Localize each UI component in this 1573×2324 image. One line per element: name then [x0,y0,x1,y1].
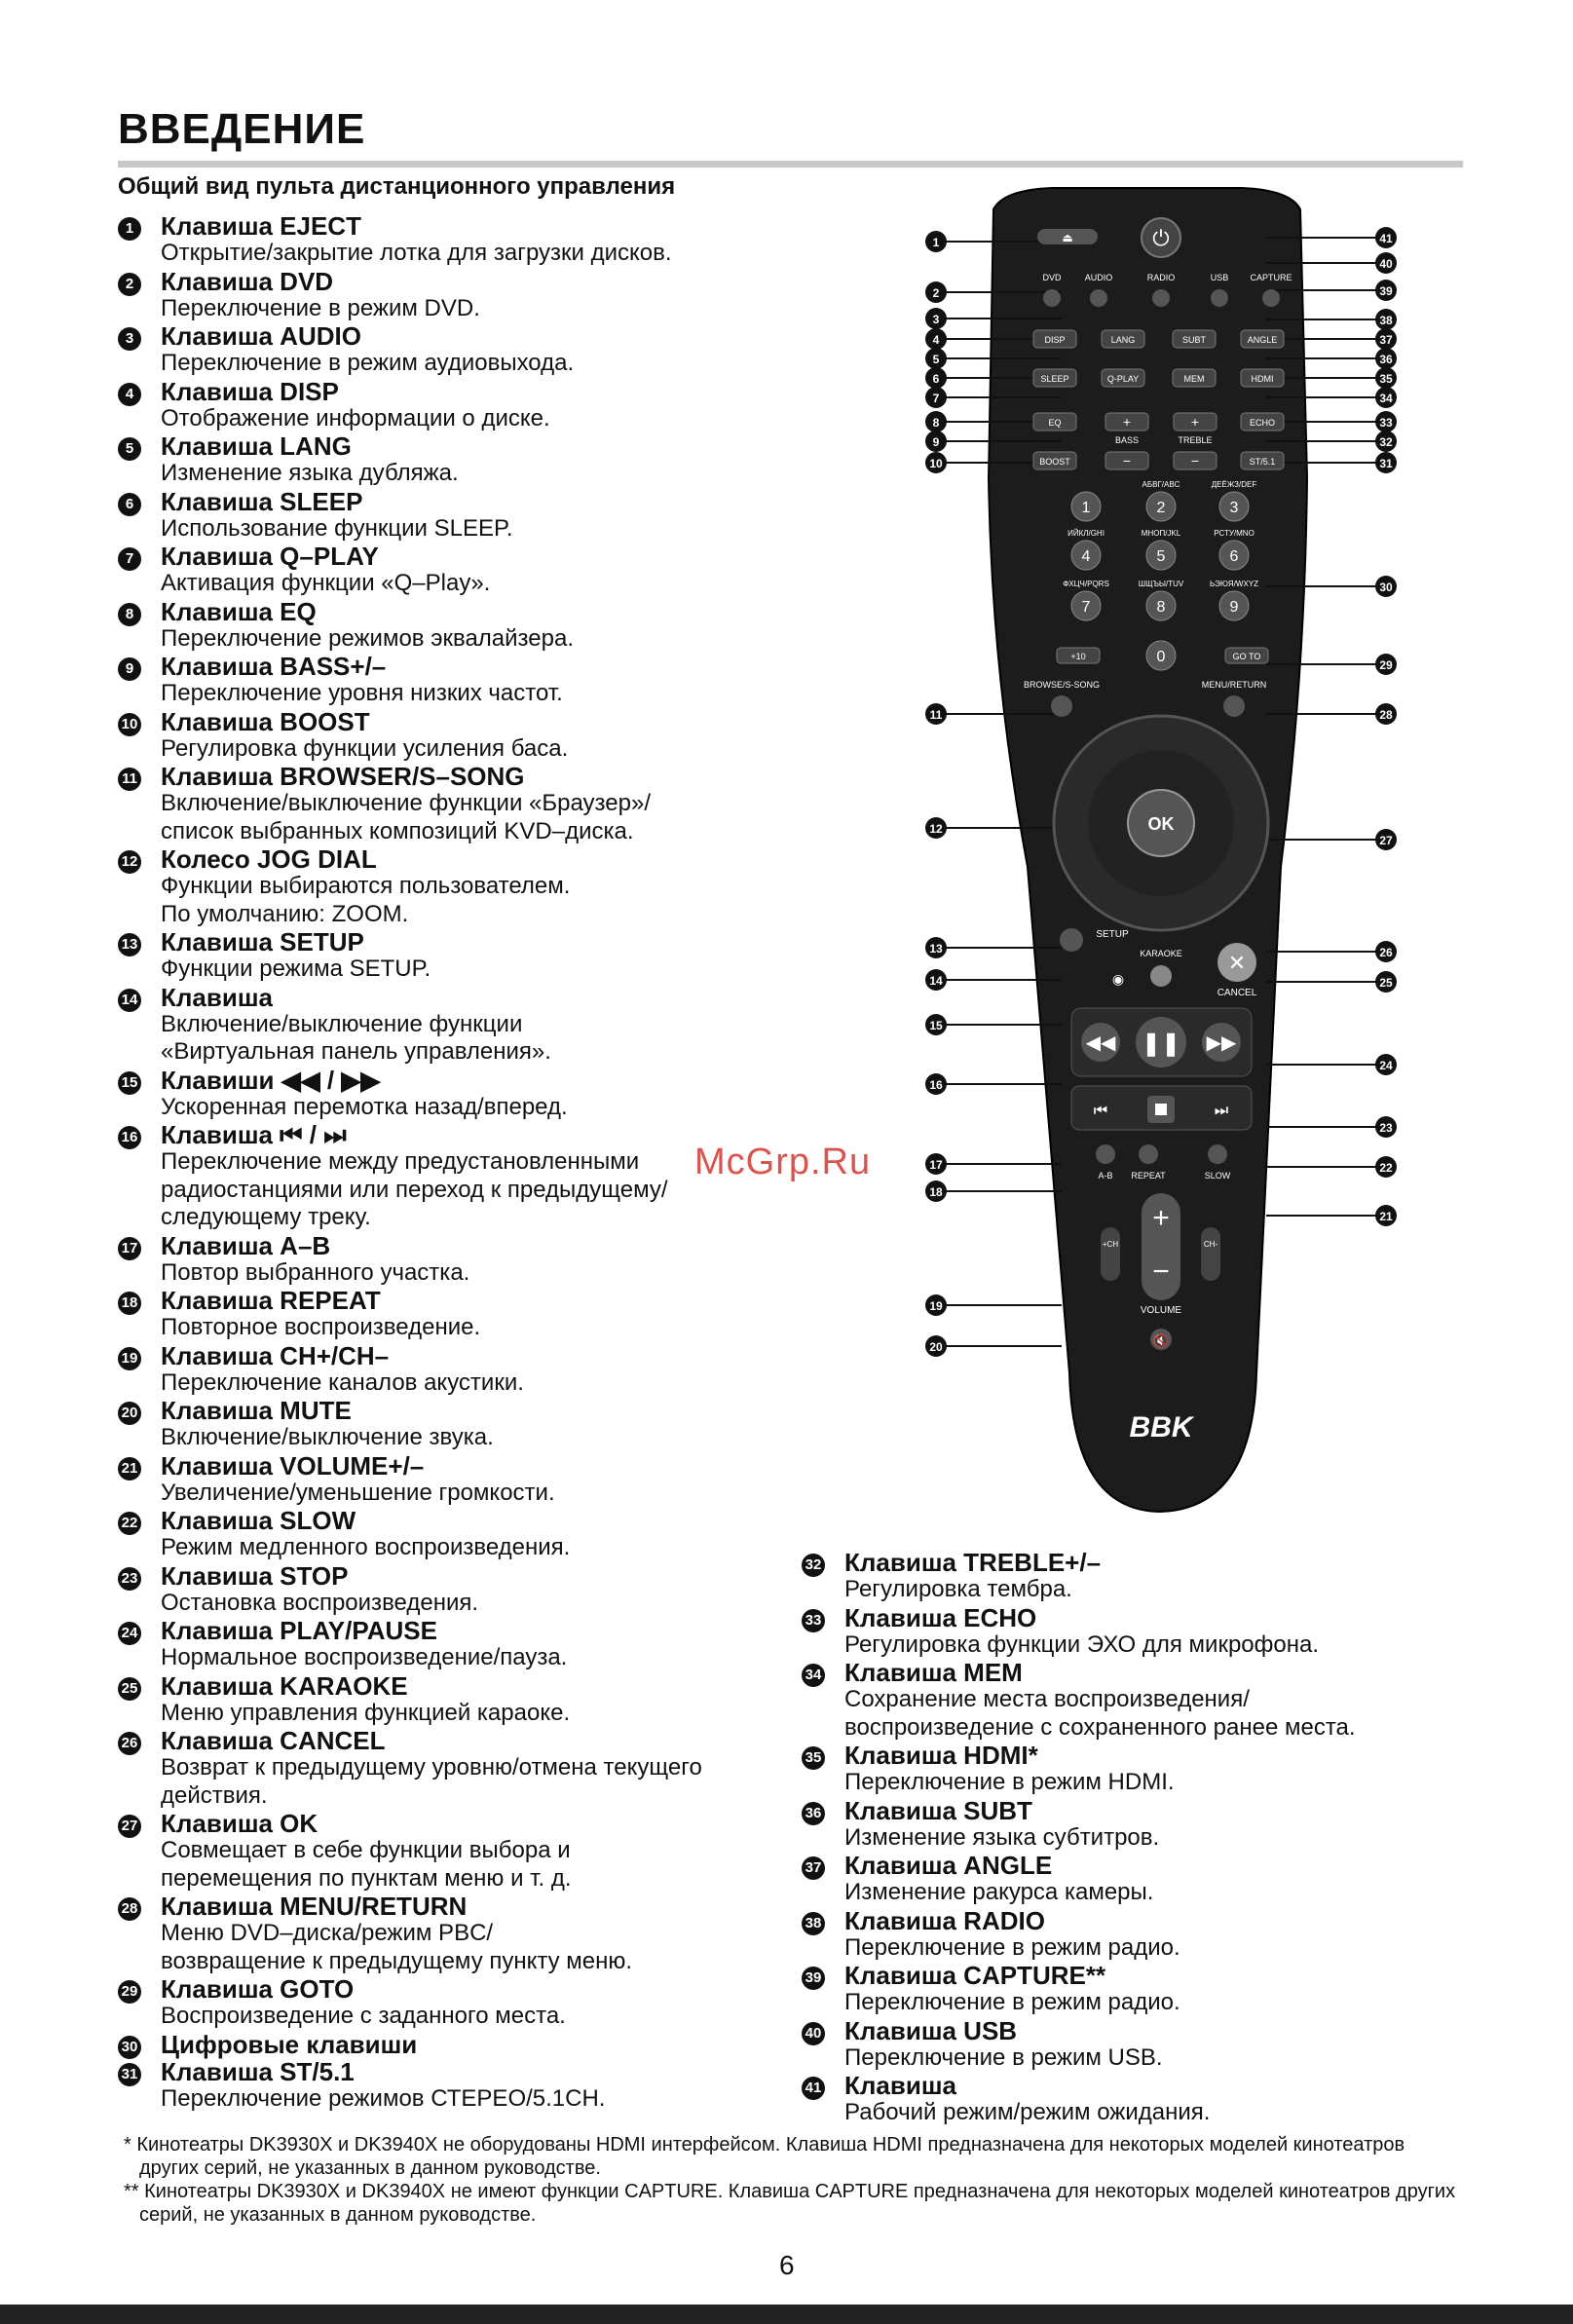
item-name: Клавиша DISP [161,376,339,406]
item-name: Клавиша REPEAT [161,1286,381,1315]
svg-text:CH-: CH- [1203,1240,1218,1249]
callout-number: 2 [932,286,940,300]
legend-item [118,432,800,488]
item-number-badge: 6 [118,493,141,516]
svg-text:−: − [1152,1256,1170,1288]
ab-button [1096,1144,1115,1164]
svg-text:KARAOKE: KARAOKE [1140,949,1182,958]
callout-number: 5 [932,353,940,366]
callout-number: 25 [1379,976,1393,990]
callout-number: 21 [1379,1210,1393,1223]
legend-item [118,763,800,845]
legend-item [802,2017,1474,2073]
item-number-badge: 38 [802,1912,825,1935]
legend-item [118,1507,800,1562]
callout-number: 29 [1379,658,1393,672]
callout-number: 8 [932,416,940,430]
item-name: Клавиша MEM [844,1658,1023,1687]
item-name: Клавиша ⏮ / ⏭ [161,1120,347,1149]
svg-text:VOLUME: VOLUME [1140,1305,1182,1316]
callout-number: 7 [932,392,940,405]
item-name: Клавиша AUDIO [161,321,361,351]
item-name: Клавиша RADIO [844,1905,1045,1935]
svg-text:REPEAT: REPEAT [1131,1171,1166,1181]
footnote-hdmi: * Кинотеатры DK3930X и DK3940X не оборудованы HDMI интерфейсом. Клавиша HDMI предназначена для некоторых моделей кинотеатров других серий, не указанных в данном руководстве. [124,2134,1405,2179]
callout-number: 17 [929,1158,943,1172]
slow-button [1208,1144,1227,1164]
callout-number: 1 [932,236,940,249]
item-number-badge: 8 [118,603,141,626]
item-description: Переключение между предустановленными радиостанциями или переход к предыдущему/ следующему треку. [161,1148,668,1230]
item-description: Переключение каналов акустики. [161,1368,524,1396]
digit-label: 5 [1156,548,1166,565]
item-name: Клавиша GOTO [161,1974,355,2004]
item-number-badge: 41 [802,2077,825,2100]
remote-illustration [906,185,1432,1529]
item-name: Клавиша EQ [161,596,317,626]
item-name: Клавиша OK [161,1809,318,1838]
function-label: MEM [1183,374,1205,384]
item-description: Изменение языка дубляжа. [161,460,459,486]
item-name: Клавиша BOOST [161,706,370,736]
item-name: Клавиша USB [844,2015,1018,2045]
callout-number: 30 [1379,581,1393,594]
item-name: Клавиша SLEEP [161,486,363,516]
callout-number: 38 [1379,314,1393,327]
callout-number: 39 [1379,284,1393,298]
item-name: Цифровые клавиши [161,2029,418,2059]
legend-item [118,1810,800,1893]
menu-return-button [1223,695,1245,717]
callout-number: 9 [932,435,940,449]
digit-letters: ФХЦЧ/PQRS [1063,580,1109,588]
item-number-badge: 2 [118,273,141,296]
digit-label: 9 [1229,599,1239,616]
plus10-label: +10 [1070,652,1086,661]
legend-item [118,1975,800,2031]
legend-item [118,598,800,654]
repeat-button [1139,1144,1158,1164]
item-description: Увеличение/уменьшение громкости. [161,1479,555,1506]
callout-number: 13 [929,942,943,956]
function-label: HDMI [1251,374,1274,384]
digit-label: 8 [1156,599,1166,616]
legend-item [118,1067,800,1122]
item-number-badge: 35 [802,1746,825,1770]
st51-label: ST/5.1 [1249,457,1276,467]
legend-item [802,1742,1474,1797]
item-description: Переключение в режим USB. [844,2043,1163,2071]
footnote-capture: ** Кинотеатры DK3930X и DK3940X не имеют функции CAPTURE. Клавиша CAPTURE предназначена для некоторых моделей кинотеатров других серий, не указанных в данном руководстве. [124,2181,1456,2226]
callout-number: 11 [929,708,943,722]
page-title: ВВЕДЕНИЕ [118,105,366,153]
legend-item [118,543,800,598]
svg-text:SETUP: SETUP [1096,929,1129,940]
item-description: Ускоренная перемотка назад/вперед. [161,1093,568,1120]
digit-letters: ДЕЁЖЗ/DEF [1211,480,1257,489]
legend-item [802,2072,1474,2127]
legend-item [118,1232,800,1288]
top-row-button [1090,289,1107,307]
item-name: Клавиша HDMI* [844,1741,1038,1770]
item-name: Клавиша PLAY/PAUSE [161,1616,437,1645]
function-label: ANGLE [1247,335,1278,345]
item-description: Повтор выбранного участка. [161,1258,470,1286]
item-number-badge: 33 [802,1609,825,1632]
legend-item [118,1342,800,1398]
next-icon: ⏭ [1214,1103,1229,1119]
function-label: SUBT [1181,335,1207,345]
item-number-badge: 17 [118,1237,141,1260]
item-description: Включение/выключение функции «Виртуальная панель управления». [161,1010,551,1065]
item-name: Клавиша ANGLE [844,1851,1053,1880]
legend-item [802,1659,1474,1742]
item-name: Клавиша TREBLE+/– [844,1548,1102,1577]
item-name: Клавиша CAPTURE** [844,1961,1106,1990]
legend-item [802,1604,1474,1660]
item-number-badge: 13 [118,933,141,956]
function-label: LANG [1110,335,1136,345]
title-divider [118,161,1463,168]
goto-label: GO TO [1232,652,1261,661]
item-description: Воспроизведение с заданного места. [161,2003,566,2029]
item-number-badge: 21 [118,1457,141,1481]
svg-text:+: + [1152,1202,1170,1234]
item-number-badge: 23 [118,1567,141,1591]
ch-minus-button [1201,1227,1220,1281]
legend-item [118,488,800,544]
callout-number: 10 [929,457,943,470]
browse-label: BROWSE/S-SONG [1023,680,1101,690]
item-number-badge: 4 [118,383,141,406]
top-row-button [1262,289,1280,307]
item-description: Рабочий режим/режим ожидания. [844,2099,1211,2125]
digit-label: 2 [1156,500,1166,516]
boost-label: BOOST [1039,457,1070,467]
digit-label: 3 [1229,500,1239,516]
item-description: Меню управления функцией караоке. [161,1699,571,1726]
legend-item [118,2031,800,2058]
legend-item [118,1893,800,1975]
item-description: Переключение в режим радио. [844,1989,1180,2015]
callout-number: 33 [1379,416,1393,430]
item-number-badge: 14 [118,989,141,1012]
legend-item [118,322,800,378]
item-name: Клавиша CH+/CH– [161,1340,390,1370]
svg-text:✕: ✕ [1227,951,1247,975]
item-number-badge: 28 [118,1897,141,1921]
callout-number: 18 [929,1185,943,1199]
item-description: Переключение уровня низких частот. [161,680,563,706]
top-label: DVD [1042,273,1062,282]
legend-item [802,1852,1474,1907]
bass-label: BASS [1114,435,1140,445]
item-name: Клавиша CANCEL [161,1726,386,1755]
item-number-badge: 3 [118,327,141,351]
item-name: Клавиша ST/5.1 [161,2056,355,2086]
item-name: Клавиша VOLUME+/– [161,1450,425,1481]
item-name: Колесо JOG DIAL [161,844,377,874]
right-item-list [802,1549,1474,2127]
legend-item [118,1617,800,1672]
top-row-button [1152,289,1170,307]
top-row-button [1211,289,1228,307]
mute-icon: 🔇 [1152,1333,1170,1348]
svg-text:OK: OK [1147,814,1175,834]
callout-number: 40 [1379,257,1393,271]
callout-number: 41 [1379,232,1393,245]
item-name: Клавиша LANG [161,431,352,461]
legend-item [118,708,800,764]
item-number-badge: 18 [118,1292,141,1315]
function-label: SLEEP [1040,374,1069,384]
legend-item [802,1549,1474,1604]
brand-logo: BBK [1129,1411,1193,1443]
digit-letters: ЬЭЮЯ/WXYZ [1209,580,1259,588]
item-name: Клавиша SUBT [844,1795,1032,1825]
callout-number: 26 [1379,946,1393,959]
item-number-badge: 40 [802,2022,825,2045]
item-name: Клавиша MUTE [161,1396,352,1425]
legend-item [118,1562,800,1618]
item-name: Клавиша [844,2071,956,2100]
digit-letters: АБВГ/ABC [1142,480,1180,489]
pause-icon: ❚❚ [1141,1031,1181,1057]
item-number-badge: 19 [118,1347,141,1370]
item-description: Возврат к предыдущему уровню/отмена текущего действия. [161,1754,702,1809]
callout-number: 3 [932,313,940,326]
legend-item [118,1287,800,1342]
item-name: Клавиша DVD [161,266,334,296]
callout-number: 27 [1379,834,1393,847]
item-description: Переключение в режим HDMI. [844,1769,1175,1795]
item-number-badge: 1 [118,217,141,241]
callout-number: 20 [929,1340,943,1354]
svg-text:+CH: +CH [1102,1240,1119,1249]
item-number-badge: 22 [118,1512,141,1535]
eq-label: EQ [1048,418,1062,428]
callout-number: 24 [1379,1059,1393,1072]
legend-item [118,845,800,928]
callout-number: 31 [1379,457,1393,470]
treble-label: TREBLE [1178,435,1213,445]
item-number-badge: 15 [118,1071,141,1095]
item-number-badge: 12 [118,850,141,874]
item-number-badge: 25 [118,1677,141,1701]
legend-item [802,1962,1474,2017]
callout-number: 14 [929,974,943,988]
legend-item [118,268,800,323]
callout-number: 28 [1379,708,1393,722]
digit-letters: РСТУ/MNO [1214,529,1255,538]
callout-number: 32 [1379,435,1393,449]
digit-label: 7 [1081,599,1091,616]
item-name: Клавиша A–B [161,1230,331,1260]
legend-item [118,653,800,708]
setup-button [1060,928,1083,952]
item-number-badge: 36 [802,1802,825,1825]
item-number-badge: 26 [118,1732,141,1755]
legend-item [118,928,800,984]
top-label: CAPTURE [1250,273,1292,282]
item-description: Переключение в режим радио. [844,1933,1180,1961]
page-subtitle: Общий вид пульта дистанционного управления [118,173,676,200]
item-description: Открытие/закрытие лотка для загрузки дисков. [161,240,672,266]
item-name: Клавиша STOP [161,1560,349,1591]
item-name: Клавиша MENU/RETURN [161,1892,468,1921]
echo-label: ECHO [1249,418,1276,428]
menu-return-label: MENU/RETURN [1201,680,1267,690]
item-description: Остановка воспроизведения. [161,1589,479,1616]
top-label: USB [1210,273,1229,282]
legend-item [802,1907,1474,1963]
legend-item [118,984,800,1067]
item-description: Совмещает в себе функции выбора и перемещения по пунктам меню и т. д. [161,1837,572,1892]
item-name: Клавиши ◀◀ / ▶▶ [161,1065,381,1095]
item-number-badge: 29 [118,1980,141,2004]
svg-text:A-B: A-B [1098,1171,1113,1181]
item-name: Клавиша KARAOKE [161,1670,408,1701]
callout-number: 35 [1379,372,1393,386]
digit-label: 0 [1156,649,1166,665]
digit-label: 6 [1229,548,1239,565]
item-description: Нормальное воспроизведение/пауза. [161,1644,568,1670]
svg-text:⏏: ⏏ [1062,231,1073,244]
legend-item [118,2058,800,2114]
callout-number: 12 [929,822,943,836]
item-number-badge: 34 [802,1664,825,1687]
ch-plus-button [1101,1227,1120,1281]
item-number-badge: 10 [118,713,141,736]
function-label: Q-PLAY [1106,374,1140,384]
item-description: Использование функции SLEEP. [161,514,513,542]
top-label: AUDIO [1084,273,1113,282]
item-number-badge: 39 [802,1967,825,1990]
legend-item [118,1672,800,1728]
prev-icon: ⏮ [1093,1103,1108,1119]
digit-letters: МНОП/JKL [1141,529,1181,538]
item-number-badge: 16 [118,1126,141,1149]
watermark: McGrp.Ru [694,1142,872,1182]
item-description: Повторное воспроизведение. [161,1314,481,1340]
footnotes [124,2133,1468,2227]
tone-sign: + [1190,414,1200,430]
item-name: Клавиша SLOW [161,1506,356,1535]
digit-letters: ШЩЪЫ/TUV [1138,580,1184,588]
legend-item [118,1397,800,1452]
callout-number: 37 [1379,333,1393,347]
item-name: Клавиша Q–PLAY [161,542,379,571]
item-number-badge: 37 [802,1856,825,1880]
item-number-badge: 24 [118,1622,141,1645]
item-description: Отображение информации о диске. [161,404,550,431]
item-number-badge: 7 [118,547,141,571]
callout-number: 19 [929,1299,943,1313]
top-label: RADIO [1146,273,1176,282]
item-description: Изменение ракурса камеры. [844,1879,1154,1905]
item-name: Клавиша SETUP [161,927,364,956]
svg-text:SLOW: SLOW [1204,1171,1231,1181]
digit-label: 4 [1081,548,1091,565]
bottom-bar [0,2305,1573,2324]
item-description: Переключение в режим DVD. [161,294,480,321]
tone-sign: + [1122,414,1132,430]
top-row-button [1043,289,1061,307]
item-description: Режим медленного воспроизведения. [161,1534,571,1560]
item-description: Сохранение места воспроизведения/ воспроизведение с сохраненного ранее места. [844,1686,1356,1741]
item-description: Включение/выключение звука. [161,1424,494,1450]
item-number-badge: 27 [118,1815,141,1838]
callout-number: 23 [1379,1121,1393,1135]
item-number-badge: 11 [118,768,141,791]
item-description: Регулировка функции ЭХО для микрофона. [844,1631,1319,1658]
callout-number: 6 [932,372,940,386]
item-description: Регулировка функции усиления баса. [161,734,569,762]
item-description: Меню DVD–диска/режим PBC/ возвращение к предыдущему пункту меню. [161,1920,633,1974]
browse-button [1051,695,1072,717]
legend-item [118,378,800,433]
tone-sign: − [1122,453,1132,469]
rewind-icon: ◀◀ [1085,1032,1116,1054]
item-number-badge: 5 [118,437,141,461]
karaoke-button [1150,965,1172,987]
item-number-badge: 31 [118,2063,141,2086]
item-description: Переключение режимов эквалайзера. [161,624,574,652]
item-description: Функции выбираются пользователем. По умолчанию: ZOOM. [161,873,571,927]
item-description: Переключение в режим аудиовыхода. [161,350,575,376]
callout-number: 22 [1379,1161,1393,1175]
item-name: Клавиша [161,982,273,1012]
legend-item [118,212,800,268]
item-number-badge: 20 [118,1402,141,1425]
power-icon: ⏻ [1152,226,1170,250]
item-description: Изменение языка субтитров. [844,1823,1160,1851]
svg-text:CANCEL: CANCEL [1217,988,1257,998]
legend-item [802,1797,1474,1853]
callout-number: 16 [929,1078,943,1092]
legend-item [118,1452,800,1508]
item-description: Переключение режимов СТЕРЕО/5.1CH. [161,2084,606,2112]
callout-number: 4 [932,333,940,347]
item-number-badge: 9 [118,657,141,681]
digit-letters: ИЙКЛ/GHI [1067,529,1105,538]
item-description: Включение/выключение функции «Браузер»/ список выбранных композиций KVD–диска. [161,790,651,844]
item-name: Клавиша EJECT [161,211,361,241]
item-name: Клавиша BASS+/– [161,652,387,681]
item-number-badge: 30 [118,2036,141,2059]
eye-icon: ◉ [1111,971,1125,987]
callout-number: 36 [1379,353,1393,366]
item-name: Клавиша ECHO [844,1602,1037,1632]
item-number-badge: 32 [802,1554,825,1577]
item-description: Функции режима SETUP. [161,956,431,982]
page-number: 6 [779,2250,795,2280]
digit-label: 1 [1081,500,1091,516]
forward-icon: ▶▶ [1206,1032,1237,1054]
item-name: Клавиша BROWSER/S–SONG [161,762,525,791]
callout-number: 34 [1379,392,1393,405]
item-description: Регулировка тембра. [844,1576,1072,1602]
function-label: DISP [1044,335,1066,345]
item-description: Активация функции «Q–Play». [161,570,491,596]
legend-item [118,1727,800,1810]
callout-number: 15 [929,1019,943,1032]
tone-sign: − [1190,453,1200,469]
